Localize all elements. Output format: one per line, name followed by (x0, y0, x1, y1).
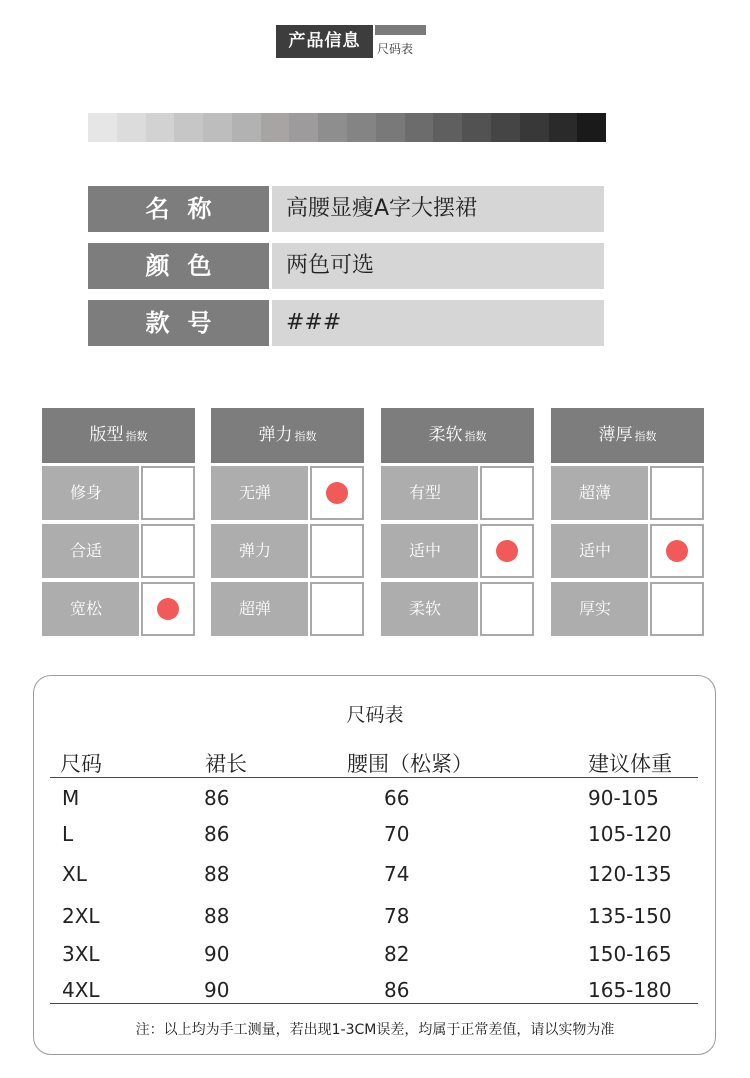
info-key: 颜色 (88, 243, 269, 289)
size-cell: 3XL (62, 942, 100, 966)
size-header-size: 尺码 (60, 752, 102, 776)
index-option (42, 524, 195, 578)
index-suffix: 指数 (125, 430, 148, 443)
gray-swatch (174, 113, 203, 142)
index-option-box (310, 524, 364, 578)
index-option-label: 有型 (381, 466, 478, 520)
selected-dot-icon (157, 598, 179, 620)
info-row-name (88, 186, 604, 232)
waist-cell: 66 (384, 786, 410, 810)
selected-dot-icon (496, 540, 518, 562)
index-suffix: 指数 (634, 430, 657, 443)
size-header-length: 裙长 (205, 752, 247, 776)
index-option-box (141, 466, 195, 520)
size-header-waist: 腰围（松紧） (347, 752, 473, 776)
weight-cell: 105-120 (588, 822, 672, 846)
index-card-header (42, 408, 195, 463)
index-card-thickness (551, 408, 704, 636)
index-option-label: 修身 (42, 466, 139, 520)
index-card-fit (42, 408, 195, 636)
gray-swatch (520, 113, 549, 142)
index-option-box (141, 524, 195, 578)
color-swatch-strip (88, 113, 606, 142)
info-value: 两色可选 (272, 243, 604, 289)
waist-cell: 74 (384, 862, 410, 886)
length-cell: 88 (204, 862, 230, 886)
gray-swatch (117, 113, 146, 142)
index-option (211, 524, 364, 578)
info-row-style-number (88, 300, 604, 346)
waist-cell: 86 (384, 978, 410, 1002)
info-key: 名称 (88, 186, 269, 232)
index-suffix: 指数 (464, 430, 487, 443)
size-header-weight: 建议体重 (588, 752, 672, 776)
index-option-box (650, 524, 704, 578)
index-suffix: 指数 (294, 430, 317, 443)
index-option-label: 超薄 (551, 466, 648, 520)
index-title: 柔软 (428, 425, 463, 445)
index-option-box (310, 466, 364, 520)
index-option-label: 适中 (551, 524, 648, 578)
size-table-title: 尺码表 (346, 704, 404, 726)
index-option (381, 582, 534, 636)
index-option (551, 582, 704, 636)
index-card-header (381, 408, 534, 463)
index-option-label: 无弹 (211, 466, 308, 520)
gray-swatch (88, 113, 117, 142)
index-option-label: 厚实 (551, 582, 648, 636)
header-accent-bar (375, 25, 426, 35)
index-option (42, 582, 195, 636)
selected-dot-icon (666, 540, 688, 562)
index-card-softness (381, 408, 534, 636)
gray-swatch (347, 113, 376, 142)
gray-swatch (232, 113, 261, 142)
index-option-label: 超弹 (211, 582, 308, 636)
length-cell: 86 (204, 822, 230, 846)
info-row-color (88, 243, 604, 289)
index-option-label: 适中 (381, 524, 478, 578)
index-option-box (480, 524, 534, 578)
length-cell: 90 (204, 942, 230, 966)
size-table-bottom-rule (50, 1003, 698, 1004)
index-option (551, 466, 704, 520)
index-title: 弹力 (258, 425, 293, 445)
gray-swatch (549, 113, 578, 142)
index-option (211, 466, 364, 520)
waist-cell: 82 (384, 942, 410, 966)
index-option (42, 466, 195, 520)
weight-cell: 165-180 (588, 978, 672, 1002)
index-option-box (650, 466, 704, 520)
index-option-label: 柔软 (381, 582, 478, 636)
index-option-box (650, 582, 704, 636)
index-option-box (480, 466, 534, 520)
gray-swatch (318, 113, 347, 142)
index-option (211, 582, 364, 636)
index-option-label: 宽松 (42, 582, 139, 636)
index-option-box (310, 582, 364, 636)
waist-cell: 70 (384, 822, 410, 846)
selected-dot-icon (326, 482, 348, 504)
size-cell: L (62, 822, 74, 846)
length-cell: 88 (204, 904, 230, 928)
gray-swatch (577, 113, 606, 142)
gray-swatch (405, 113, 434, 142)
index-option-box (141, 582, 195, 636)
index-option (381, 524, 534, 578)
size-cell: XL (62, 862, 87, 886)
weight-cell: 120-135 (588, 862, 672, 886)
gray-swatch (433, 113, 462, 142)
section-header (276, 25, 426, 58)
index-card-header (551, 408, 704, 463)
size-cell: 2XL (62, 904, 100, 928)
index-card-header (211, 408, 364, 463)
index-title: 薄厚 (598, 425, 633, 445)
section-subtitle: 尺码表 (377, 42, 414, 56)
gray-swatch (491, 113, 520, 142)
gray-swatch (261, 113, 290, 142)
info-value: 高腰显瘦A字大摆裙 (272, 186, 604, 232)
index-option-label: 弹力 (211, 524, 308, 578)
size-cell: 4XL (62, 978, 100, 1002)
index-option (381, 466, 534, 520)
weight-cell: 90-105 (588, 786, 659, 810)
waist-cell: 78 (384, 904, 410, 928)
gray-swatch (289, 113, 318, 142)
weight-cell: 135-150 (588, 904, 672, 928)
index-option (551, 524, 704, 578)
length-cell: 86 (204, 786, 230, 810)
size-table-top-rule (50, 777, 698, 778)
gray-swatch (462, 113, 491, 142)
info-value: ### (272, 300, 604, 346)
size-cell: M (62, 786, 80, 810)
weight-cell: 150-165 (588, 942, 672, 966)
index-card-elasticity (211, 408, 364, 636)
section-title: 产品信息 (276, 25, 373, 58)
gray-swatch (376, 113, 405, 142)
index-option-box (480, 582, 534, 636)
index-option-label: 合适 (42, 524, 139, 578)
gray-swatch (203, 113, 232, 142)
index-title: 版型 (89, 425, 124, 445)
length-cell: 90 (204, 978, 230, 1002)
gray-swatch (146, 113, 175, 142)
info-key: 款号 (88, 300, 269, 346)
measurement-note: 注：以上均为手工测量，若出现1-3CM误差，均属于正常差值，请以实物为准 (135, 1022, 615, 1038)
